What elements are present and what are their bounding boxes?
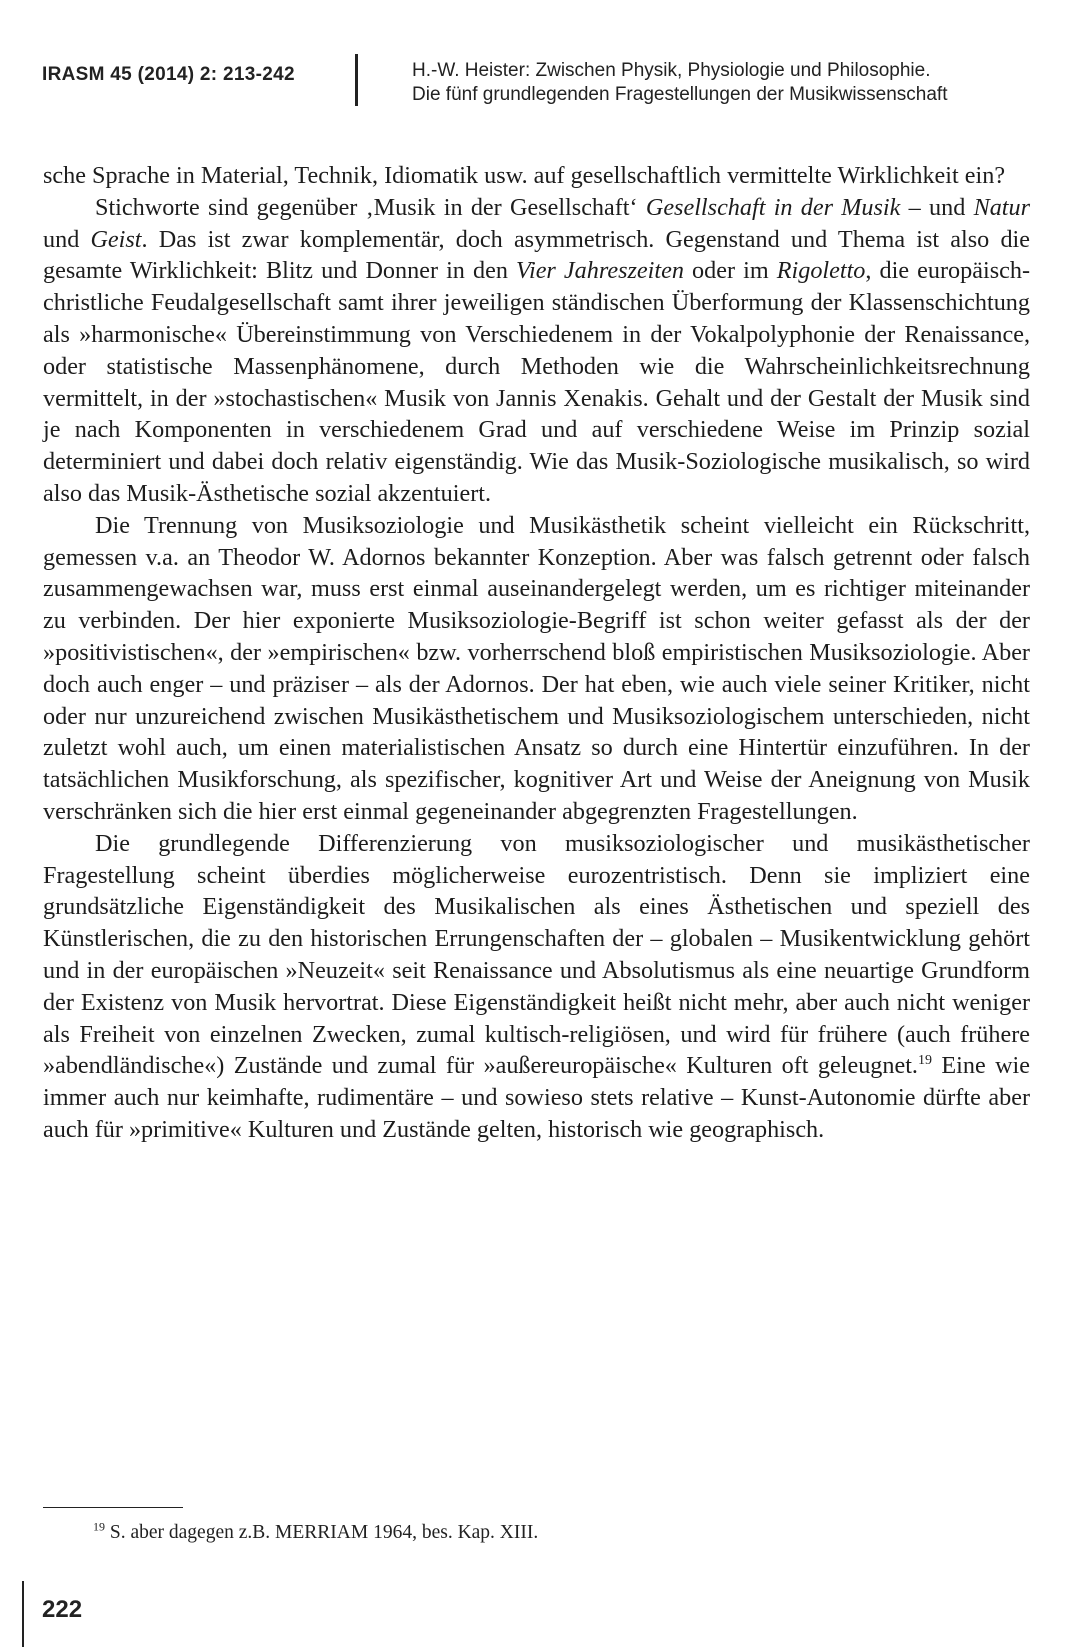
footnote-number: 19 bbox=[93, 1519, 105, 1534]
page-number-divider bbox=[22, 1581, 24, 1647]
running-title-line-2: Die fünf grundlegenden Fragestellungen der Musikwissenschaft bbox=[412, 84, 948, 105]
running-title-line-1: H.-W. Heister: Zwischen Physik, Physiologie und Philosophie. bbox=[412, 60, 931, 81]
journal-citation: IRASM 45 (2014) 2: 213-242 bbox=[42, 64, 295, 85]
page-header bbox=[42, 42, 1032, 108]
header-divider bbox=[355, 54, 358, 106]
body-text bbox=[43, 160, 1030, 1146]
paragraph-2: Stichworte sind gegenüber ‚Musik in der Gesellschaft‘ Gesellschaft in der Musik – und Natur und Geist. Das ist zwar komplementär, doch asymmetrisch. Gegenstand und Thema ist also die gesamte Wirklichkeit: Blitz und Donner in den Vier Jahreszeiten oder im Rigoletto, die europäisch-christliche Feudalgesellschaft samt ihrer jeweiligen ständischen Überformung der Klassenschichtung als »harmonische« Übereinstimmung von Verschiedenem in der Vokalpolyphonie der Renaissance, oder statistische Massenphänomene, durch Methoden wie die Wahrscheinlichkeitsrechnung vermittelt, in der »stochastischen« Musik von Jannis Xenakis. Gehalt und der Gestalt der Musik sind je nach Komponenten in verschiedenem Grad und auf verschiedene Weise im Prinzip sozial determiniert und dabei doch relativ eigenständig. Wie das Musik-Soziologische musikalisch, so wird also das Musik-Ästhetische sozial akzentuiert. bbox=[43, 193, 1031, 507]
footnote-divider bbox=[43, 1507, 183, 1508]
running-title bbox=[412, 59, 947, 107]
paragraph-1: sche Sprache in Material, Technik, Idiomatik usw. auf gesellschaftlich vermittelte Wirklichkeit ein? bbox=[43, 162, 1006, 189]
paragraph-4: Die grundlegende Differenzierung von musiksoziologischer und musikästhetischer Fragestellung scheint überdies möglicherweise eurozentristisch. Denn sie impliziert eine grundsätzliche Eigenständigkeit des Musikalischen als eines Ästhetischen und speziell des Künstlerischen, die zu den historischen Errungenschaften der – globalen – Musikentwicklung gehört und in der europäischen »Neuzeit« seit Renaissance und Absolutismus als eine neuartige Grundform der Existenz von Musik hervortrat. Diese Eigenständigkeit heißt nicht mehr, aber auch nicht weniger als Freiheit von einzelnen Zwecken, zumal kultisch-religiösen, und wird für frühere (auch frühere »abendländische«) Zustände und zumal für »außereuropäische« Kulturen oft geleugnet.$^{19}$ Eine wie immer auch nur keimhafte, rudimentäre – und sowieso stets relative – Kunst-Autonomie dürfte aber auch für »primitive« Kulturen und Zustände gelten, historisch wie geographisch. bbox=[43, 829, 1031, 1143]
footnote-reference[interactable]: 19 bbox=[917, 1053, 932, 1069]
paragraph-3: Die Trennung von Musiksoziologie und Musikästhetik scheint vielleicht ein Rückschritt, gemessen v.a. an Theodor W. Adornos bekannter Konzeption. Aber was falsch getrennt oder falsch zusammengewachsen war, muss erst einmal auseinandergelegt werden, um es richtiger miteinander zu verbinden. Der hier exponierte Musiksoziologie-Begriff ist schon weiter gefasst als der der »positivistischen«, der »empirischen« bzw. vorherrschend bloß empiristischen Musiksoziologie. Aber doch auch enger – und präziser – als der Adornos. Der hat eben, wie auch viele seiner Kritiker, nicht oder nur unzureichend zwischen Musikästhetischem und Musiksoziologischem unterschieden, nicht zuletzt wohl auch, um einen materialistischen Ansatz so durch eine Hintertür einzuführen. In der tatsächlichen Musikforschung, als spezifischer, kognitiver Art und Weise der Aneignung von Musik verschränken sich die hier erst einmal gegeneinander abgegrenzten Fragestellungen. bbox=[43, 511, 1030, 825]
page-number: 222 bbox=[42, 1596, 83, 1623]
footnote bbox=[93, 1519, 539, 1544]
footnote-text: S. aber dagegen z.B. MERRIAM 1964, bes. Kap. XIII. bbox=[105, 1522, 539, 1543]
